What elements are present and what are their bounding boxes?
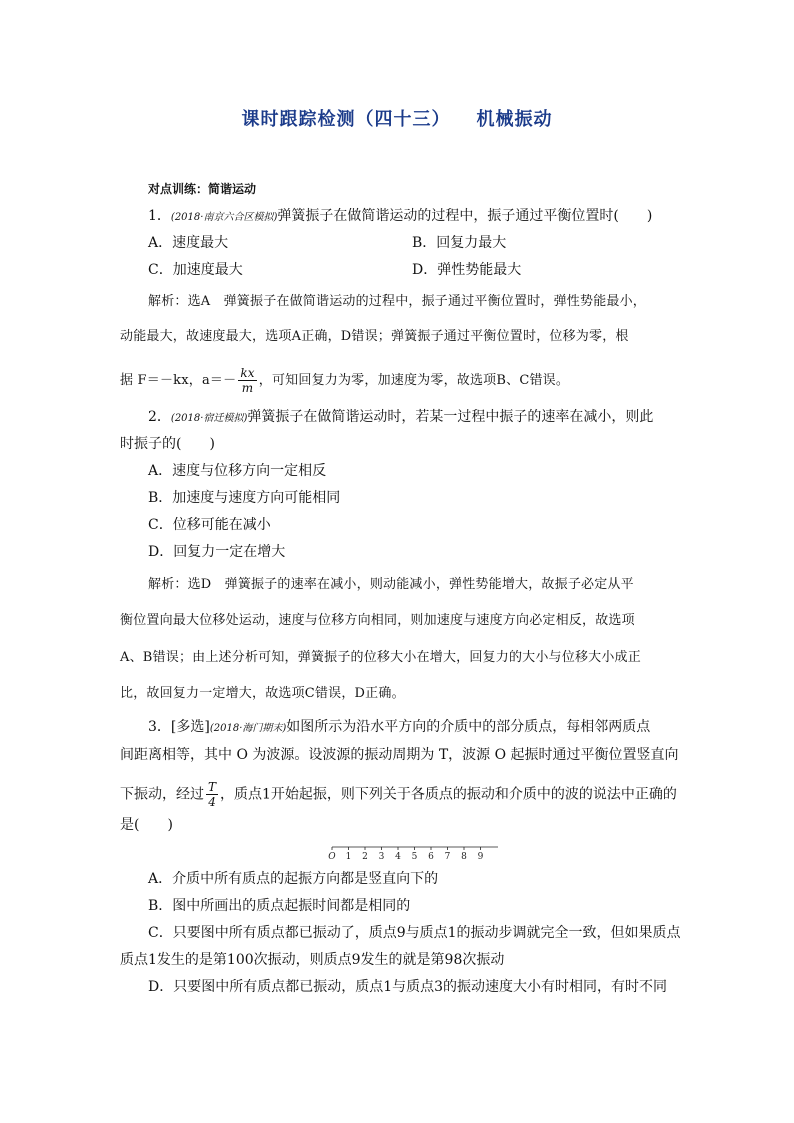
q3-option-a: A．介质中所有质点的起振方向都是竖直向下的	[148, 871, 439, 887]
q2-analysis-line-1: 解析：选D 弹簧振子的速率在减小，则动能减小，弹性势能增大，故振子必定从平	[148, 577, 634, 592]
axis-label: 8	[461, 852, 467, 862]
axis-label: 3	[378, 852, 385, 862]
question-tag: [多选]	[170, 719, 210, 735]
q1-option-b: B．回复力最大	[412, 235, 507, 251]
axis-ticks	[328, 847, 483, 862]
fraction	[238, 366, 256, 395]
axis-label: 4	[395, 852, 401, 862]
title-main: 课时跟踪检测（四十三）	[241, 109, 451, 130]
axis-label: 6	[428, 852, 434, 862]
q1-option-a: A．速度最大	[148, 235, 229, 251]
question-text: 弹簧振子在做简谐运动时，若某一过程中振子的速率在减小，则此	[247, 409, 654, 425]
axis-label: 7	[444, 852, 451, 862]
q1-option-c: C．加速度最大	[148, 262, 243, 278]
q2-analysis-line-2: 衡位置向最大位移处运动，速度与位移方向相同，则加速度与速度方向必定相反，故选项	[120, 613, 635, 628]
section-label: 对点训练：简谐运动	[148, 182, 257, 196]
q3-option-c-line-2: 质点1发生的是第100次振动，则质点9发生的就是第98次振动	[120, 952, 505, 968]
question-2-stem-line-2: 时振子的( )	[120, 436, 215, 452]
axis-label: 5	[411, 852, 418, 862]
question-number: 3．	[148, 719, 171, 735]
analysis-formula: 据 F＝－kx，a＝－	[120, 373, 237, 388]
q2-option-a: A．速度与位移方向一定相反	[148, 463, 327, 479]
question-1-stem	[148, 206, 652, 228]
question-3-stem-line-2: 间距离相等，其中 O 为波源。设波源的振动周期为 T，波源 O 起振时通过平衡位置竖直向	[120, 747, 679, 763]
question-source: (2018·宿迁模拟)	[170, 413, 248, 424]
question-3-stem-line-4: 是( )	[120, 817, 173, 833]
q2-option-b: B．加速度与速度方向可能相同	[148, 490, 341, 506]
q3-option-c-line-1: C．只要图中所有质点都已振动了，质点9与质点1的振动步调就完全一致，但如果质点	[148, 925, 681, 941]
axis-label: 9	[477, 852, 484, 862]
fraction-numerator: kx	[240, 366, 255, 380]
q2-analysis-line-4: 比，故回复力一定增大，故选项C错误，D正确。	[120, 686, 405, 701]
fraction-denominator: 4	[208, 795, 216, 809]
question-source: (2018·海门期末)	[209, 723, 287, 734]
q1-analysis-line-2: 动能最大，故速度最大，选项A正确，D错误；弹簧振子通过平衡位置时，位移为零，根	[120, 329, 629, 344]
question-text: 下振动，经过	[120, 786, 204, 803]
q2-analysis-line-3: A、B错误；由上述分析可知，弹簧振子的位移大小在增大，回复力的大小与位移大小成正	[120, 650, 641, 665]
q2-option-c: C．位移可能在减小	[148, 517, 271, 533]
page-title	[0, 105, 794, 131]
axis-label: O	[328, 852, 336, 862]
question-text: 弹簧振子在做简谐运动的过程中，振子通过平衡位置时( )	[277, 208, 653, 224]
axis-label: 2	[362, 852, 368, 862]
question-number: 2．	[148, 409, 171, 425]
question-source: (2018·南京六合区模拟)	[170, 212, 278, 223]
question-text: ，质点1开始起振，则下列关于各质点的振动和介质中的波的说法中正确的	[220, 786, 677, 803]
question-2-stem-line-1	[148, 407, 653, 429]
fraction-denominator: m	[241, 381, 254, 395]
q3-option-d-line-1: D．只要图中所有质点都已振动，质点1与质点3的振动速度大小有时相同，有时不同	[148, 979, 668, 995]
question-text: 如图所示为沿水平方向的介质中的部分质点，每相邻两质点	[286, 719, 651, 735]
q1-analysis-line-1: 解析：选A 弹簧振子在做简谐运动的过程中，振子通过平衡位置时，弹性势能最小，	[148, 294, 646, 309]
q1-option-d: D．弹性势能最大	[412, 262, 522, 278]
analysis-text: ，可知回复力为零，加速度为零，故选项B、C错误。	[258, 373, 570, 388]
axis-label: 1	[345, 852, 352, 862]
title-topic: 机械振动	[476, 109, 553, 130]
fraction-numerator: T	[208, 780, 217, 794]
particle-axis-diagram	[326, 844, 501, 864]
question-number: 1．	[148, 208, 171, 224]
fraction	[206, 780, 218, 809]
question-3-stem-line-1	[148, 717, 650, 739]
q1-analysis-line-3	[120, 366, 569, 395]
question-3-stem-line-3	[120, 780, 677, 809]
q3-option-b: B．图中所画出的质点起振时间都是相同的	[148, 898, 411, 914]
q2-option-d: D．回复力一定在增大	[148, 544, 286, 560]
